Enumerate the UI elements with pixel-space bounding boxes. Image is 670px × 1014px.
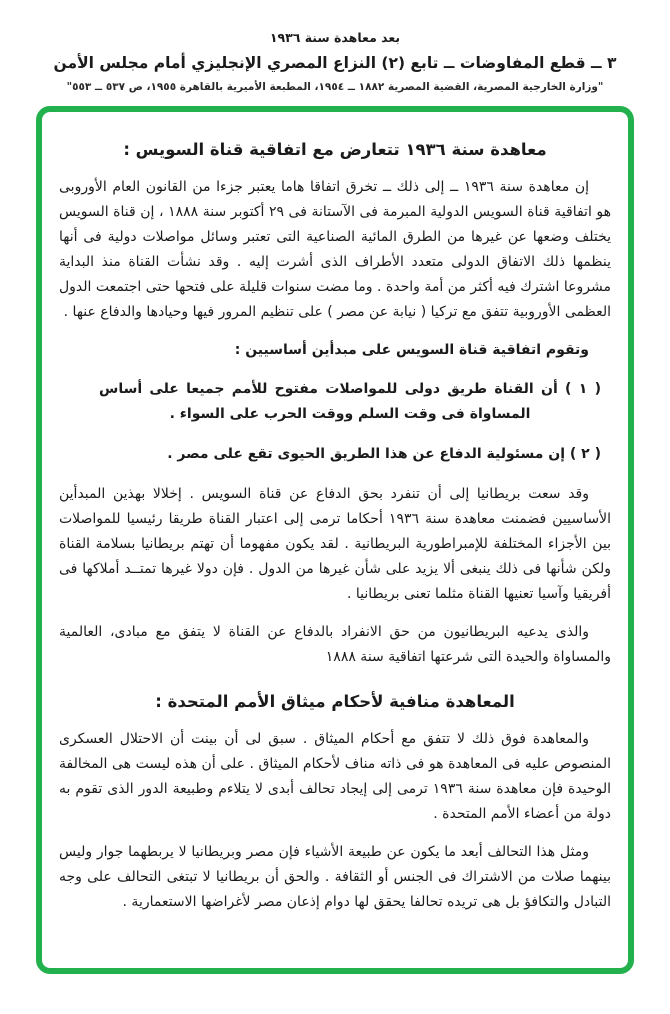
list-item-principle-1: ( ١ ) أن القناة طريق دولى للمواصلات مفتوح للأمم جميعا على أساس المساواة فى وقت السلم ووقت الحرب على السواء .	[99, 381, 601, 422]
page-header	[0, 0, 670, 93]
paragraph-alliance-unnatural: ومثل هذا التحالف أبعد ما يكون عن طبيعة الأشياء فإن مصر وبريطانيا لا يربطهما جوار وليس بينهما صلات من الاشتراك فى الجنس أو الثقافة . والحق أن بريطانيا لا تبتغى التحالف على وجه التبادل والتكافؤ بل هى تريده تحالفا يحقق لها دوام إذعان مصر لأغراضها الاستعمارية .	[59, 844, 611, 910]
list-item-principle-2: ( ٢ ) إن مسئولية الدفاع عن هذا الطريق الحيوى تقع على مصر .	[167, 446, 601, 462]
paragraph-britain-sole-defence: وقد سعت بريطانيا إلى أن تنفرد بحق الدفاع عن قناة السويس . إخلالا بهذين المبدأين الأساسيين فضمنت معاهدة سنة ١٩٣٦ أحكاما ترمى إلى اعتبار القناة طريقا رئيسيا للمواصلات بين الأجزاء المختلفة للإمبراطورية البريطانية . لقد يكون مفهوما أن تهتم بريطانيا بسلامة القناة ولكن شأنها فى ذلك ينبغى ألا يزيد على شأن غيرها من الدول . فإن دولا غيرها تمتــد أملاكها فى أفريقيا وآسيا تعنيها القناة مثلما تعنى بريطانيا .	[59, 486, 612, 602]
paragraph-two-principles-lead: وتقوم اتفاقية قناة السويس على مبدأين أساسيين :	[234, 342, 589, 358]
paragraph-british-claim-contradicts-1888: والذى يدعيه البريطانيون من حق الانفراد بالدفاع عن القناة لا يتفق مع مبادى، العالمية والمساواة والحيدة التى شرعتها اتفاقية سنة ١٨٨٨	[59, 624, 611, 665]
paragraph-treaty-violates-charter: والمعاهدة فوق ذلك لا تتفق مع أحكام الميثاق . سبق لى أن بينت أن الاحتلال العسكرى المنصوص عليه فى المعاهدة هو فى ذاته مناف لأحكام الميثاق . على أن هذه ليست هى المخالفة الوحيدة فإن معاهدة سنة ١٩٣٦ ترمى إلى إيجاد تحالف أبدى لا يتلاءم وطبيعة الدور الذى تقوم به دولة من أعضاء الأمم المتحدة .	[59, 731, 611, 822]
header-title-line: ٣ ــ قطع المفاوضات ــ تابع (٢) النزاع المصري الإنجليزي أمام مجلس الأمن	[53, 54, 617, 72]
section-heading-treaty-vs-un-charter: المعاهدة منافية لأحكام ميثاق الأمم المتحدة :	[155, 692, 515, 711]
header-context-line: بعد معاهدة سنة ١٩٣٦	[269, 30, 401, 45]
content-frame	[36, 106, 634, 974]
paragraph-treaty-violates-convention: إن معاهدة سنة ١٩٣٦ ــ إلى ذلك ــ تخرق اتفاقا هاما يعتبر جزءا من القانون العام الأوروبى هو اتفاقية قناة السويس الدولية المبرمة فى الآستانة فى ٢٩ أكتوبر سنة ١٨٨٨ ، إن قناة السويس يختلف وضعها عن غيرها من الطرق المائية الصناعية التى تعتبر وسائل مواصلات دولية فى أنها ينظمها ذلك الاتفاق الدولى متعدد الأطراف الذى أشرت إليه . وقد نشأت القناة منذ البداية مشروعا اشترك فيه أكثر من أمة واحدة . وما مضت سنوات قليلة على فتحها حتى اجتمعت الدول العظمى الأوروبية تتفق مع تركيا ( نيابة عن مصر ) على تنظيم المرور فيها وحيادها والدفاع عنها .	[59, 179, 612, 320]
section-heading-treaty-vs-suez-convention: معاهدة سنة ١٩٣٦ تتعارض مع اتفاقية قناة السويس :	[123, 140, 547, 159]
header-source-citation: "وزارة الخارجية المصرية، القضية المصرية ١٨٨٢ ــ ١٩٥٤، المطبعة الأميرية بالقاهرة ١٩٥٥، ص ٥٣٧ ــ ٥٥٣"	[66, 81, 604, 93]
